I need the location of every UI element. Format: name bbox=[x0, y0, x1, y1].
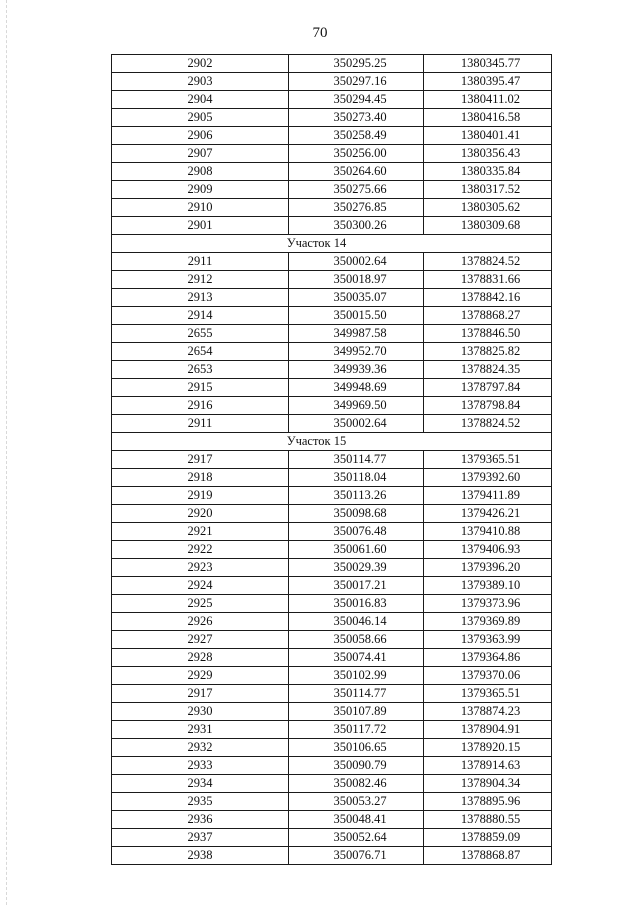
x-coordinate-cell: 350018.97 bbox=[289, 271, 424, 289]
x-coordinate-cell: 350046.14 bbox=[289, 613, 424, 631]
y-coordinate-cell: 1379410.88 bbox=[424, 523, 552, 541]
table-row bbox=[112, 379, 552, 397]
y-coordinate-cell: 1378880.55 bbox=[424, 811, 552, 829]
table-row bbox=[112, 163, 552, 181]
y-coordinate-cell: 1378914.63 bbox=[424, 757, 552, 775]
point-number-cell: 2928 bbox=[112, 649, 289, 667]
point-number-cell: 2917 bbox=[112, 451, 289, 469]
x-coordinate-cell: 350016.83 bbox=[289, 595, 424, 613]
x-coordinate-cell: 349948.69 bbox=[289, 379, 424, 397]
table-row bbox=[112, 91, 552, 109]
point-number-cell: 2901 bbox=[112, 217, 289, 235]
table-row bbox=[112, 199, 552, 217]
x-coordinate-cell: 350114.77 bbox=[289, 451, 424, 469]
table-row bbox=[112, 343, 552, 361]
point-number-cell: 2655 bbox=[112, 325, 289, 343]
point-number-cell: 2927 bbox=[112, 631, 289, 649]
x-coordinate-cell: 350002.64 bbox=[289, 415, 424, 433]
table-row bbox=[112, 217, 552, 235]
point-number-cell: 2904 bbox=[112, 91, 289, 109]
table-row bbox=[112, 469, 552, 487]
point-number-cell: 2923 bbox=[112, 559, 289, 577]
table-row bbox=[112, 775, 552, 793]
y-coordinate-cell: 1380317.52 bbox=[424, 181, 552, 199]
x-coordinate-cell: 350295.25 bbox=[289, 55, 424, 73]
y-coordinate-cell: 1380345.77 bbox=[424, 55, 552, 73]
y-coordinate-cell: 1379392.60 bbox=[424, 469, 552, 487]
table-row bbox=[112, 415, 552, 433]
table-row bbox=[112, 739, 552, 757]
y-coordinate-cell: 1379365.51 bbox=[424, 451, 552, 469]
point-number-cell: 2919 bbox=[112, 487, 289, 505]
point-number-cell: 2916 bbox=[112, 397, 289, 415]
y-coordinate-cell: 1380305.62 bbox=[424, 199, 552, 217]
point-number-cell: 2907 bbox=[112, 145, 289, 163]
x-coordinate-cell: 350098.68 bbox=[289, 505, 424, 523]
point-number-cell: 2653 bbox=[112, 361, 289, 379]
point-number-cell: 2902 bbox=[112, 55, 289, 73]
x-coordinate-cell: 350090.79 bbox=[289, 757, 424, 775]
point-number-cell: 2931 bbox=[112, 721, 289, 739]
table-row bbox=[112, 811, 552, 829]
section-title: Участок 14 bbox=[112, 235, 552, 253]
table-row bbox=[112, 667, 552, 685]
y-coordinate-cell: 1379369.89 bbox=[424, 613, 552, 631]
y-coordinate-cell: 1378874.23 bbox=[424, 703, 552, 721]
point-number-cell: 2911 bbox=[112, 253, 289, 271]
point-number-cell: 2922 bbox=[112, 541, 289, 559]
table-row bbox=[112, 451, 552, 469]
point-number-cell: 2920 bbox=[112, 505, 289, 523]
x-coordinate-cell: 350029.39 bbox=[289, 559, 424, 577]
table-row bbox=[112, 289, 552, 307]
table-row bbox=[112, 487, 552, 505]
x-coordinate-cell: 350017.21 bbox=[289, 577, 424, 595]
x-coordinate-cell: 350114.77 bbox=[289, 685, 424, 703]
y-coordinate-cell: 1378895.96 bbox=[424, 793, 552, 811]
y-coordinate-cell: 1378824.52 bbox=[424, 253, 552, 271]
y-coordinate-cell: 1378825.82 bbox=[424, 343, 552, 361]
table-row bbox=[112, 271, 552, 289]
y-coordinate-cell: 1380335.84 bbox=[424, 163, 552, 181]
x-coordinate-cell: 350102.99 bbox=[289, 667, 424, 685]
point-number-cell: 2935 bbox=[112, 793, 289, 811]
section-title: Участок 15 bbox=[112, 433, 552, 451]
point-number-cell: 2937 bbox=[112, 829, 289, 847]
table-row bbox=[112, 109, 552, 127]
y-coordinate-cell: 1378920.15 bbox=[424, 739, 552, 757]
table-row bbox=[112, 397, 552, 415]
x-coordinate-cell: 350015.50 bbox=[289, 307, 424, 325]
y-coordinate-cell: 1379411.89 bbox=[424, 487, 552, 505]
point-number-cell: 2925 bbox=[112, 595, 289, 613]
table-row bbox=[112, 703, 552, 721]
page-number: 70 bbox=[312, 25, 328, 41]
y-coordinate-cell: 1378868.87 bbox=[424, 847, 552, 865]
x-coordinate-cell: 350300.26 bbox=[289, 217, 424, 235]
y-coordinate-cell: 1380411.02 bbox=[424, 91, 552, 109]
point-number-cell: 2910 bbox=[112, 199, 289, 217]
y-coordinate-cell: 1378798.84 bbox=[424, 397, 552, 415]
table-row bbox=[112, 325, 552, 343]
point-number-cell: 2934 bbox=[112, 775, 289, 793]
table-row bbox=[112, 181, 552, 199]
point-number-cell: 2921 bbox=[112, 523, 289, 541]
point-number-cell: 2918 bbox=[112, 469, 289, 487]
y-coordinate-cell: 1379365.51 bbox=[424, 685, 552, 703]
x-coordinate-cell: 350273.40 bbox=[289, 109, 424, 127]
x-coordinate-cell: 349969.50 bbox=[289, 397, 424, 415]
table-row bbox=[112, 847, 552, 865]
x-coordinate-cell: 350076.48 bbox=[289, 523, 424, 541]
x-coordinate-cell: 350297.16 bbox=[289, 73, 424, 91]
table-row bbox=[112, 541, 552, 559]
point-number-cell: 2903 bbox=[112, 73, 289, 91]
y-coordinate-cell: 1378904.91 bbox=[424, 721, 552, 739]
x-coordinate-cell: 350294.45 bbox=[289, 91, 424, 109]
y-coordinate-cell: 1378868.27 bbox=[424, 307, 552, 325]
x-coordinate-cell: 350276.85 bbox=[289, 199, 424, 217]
point-number-cell: 2905 bbox=[112, 109, 289, 127]
x-coordinate-cell: 350061.60 bbox=[289, 541, 424, 559]
table-row bbox=[112, 307, 552, 325]
x-coordinate-cell: 349952.70 bbox=[289, 343, 424, 361]
y-coordinate-cell: 1378859.09 bbox=[424, 829, 552, 847]
x-coordinate-cell: 350258.49 bbox=[289, 127, 424, 145]
x-coordinate-cell: 350264.60 bbox=[289, 163, 424, 181]
point-number-cell: 2654 bbox=[112, 343, 289, 361]
y-coordinate-cell: 1379396.20 bbox=[424, 559, 552, 577]
point-number-cell: 2913 bbox=[112, 289, 289, 307]
x-coordinate-cell: 350002.64 bbox=[289, 253, 424, 271]
y-coordinate-cell: 1379370.06 bbox=[424, 667, 552, 685]
coordinates-table-body bbox=[112, 55, 552, 865]
table-row bbox=[112, 577, 552, 595]
x-coordinate-cell: 350053.27 bbox=[289, 793, 424, 811]
table-row bbox=[112, 793, 552, 811]
table-row bbox=[112, 649, 552, 667]
point-number-cell: 2915 bbox=[112, 379, 289, 397]
table-row bbox=[112, 685, 552, 703]
point-number-cell: 2938 bbox=[112, 847, 289, 865]
table-row bbox=[112, 73, 552, 91]
y-coordinate-cell: 1379426.21 bbox=[424, 505, 552, 523]
coordinates-table bbox=[111, 54, 552, 865]
table-row bbox=[112, 253, 552, 271]
point-number-cell: 2926 bbox=[112, 613, 289, 631]
table-row bbox=[112, 559, 552, 577]
x-coordinate-cell: 350035.07 bbox=[289, 289, 424, 307]
point-number-cell: 2914 bbox=[112, 307, 289, 325]
scan-margin-line bbox=[6, 0, 7, 905]
table-row bbox=[112, 361, 552, 379]
y-coordinate-cell: 1378824.52 bbox=[424, 415, 552, 433]
x-coordinate-cell: 350113.26 bbox=[289, 487, 424, 505]
point-number-cell: 2912 bbox=[112, 271, 289, 289]
table-row bbox=[112, 523, 552, 541]
section-header-row bbox=[112, 235, 552, 253]
x-coordinate-cell: 350106.65 bbox=[289, 739, 424, 757]
section-header-row bbox=[112, 433, 552, 451]
x-coordinate-cell: 350058.66 bbox=[289, 631, 424, 649]
y-coordinate-cell: 1379389.10 bbox=[424, 577, 552, 595]
point-number-cell: 2924 bbox=[112, 577, 289, 595]
x-coordinate-cell: 349987.58 bbox=[289, 325, 424, 343]
y-coordinate-cell: 1379406.93 bbox=[424, 541, 552, 559]
x-coordinate-cell: 350107.89 bbox=[289, 703, 424, 721]
x-coordinate-cell: 350256.00 bbox=[289, 145, 424, 163]
table-row bbox=[112, 829, 552, 847]
point-number-cell: 2936 bbox=[112, 811, 289, 829]
y-coordinate-cell: 1379363.99 bbox=[424, 631, 552, 649]
point-number-cell: 2930 bbox=[112, 703, 289, 721]
table-row bbox=[112, 127, 552, 145]
x-coordinate-cell: 350048.41 bbox=[289, 811, 424, 829]
x-coordinate-cell: 350275.66 bbox=[289, 181, 424, 199]
x-coordinate-cell: 350117.72 bbox=[289, 721, 424, 739]
x-coordinate-cell: 350074.41 bbox=[289, 649, 424, 667]
point-number-cell: 2911 bbox=[112, 415, 289, 433]
table-row bbox=[112, 505, 552, 523]
point-number-cell: 2929 bbox=[112, 667, 289, 685]
y-coordinate-cell: 1378904.34 bbox=[424, 775, 552, 793]
table-row bbox=[112, 613, 552, 631]
y-coordinate-cell: 1380356.43 bbox=[424, 145, 552, 163]
point-number-cell: 2932 bbox=[112, 739, 289, 757]
point-number-cell: 2917 bbox=[112, 685, 289, 703]
table-row bbox=[112, 631, 552, 649]
y-coordinate-cell: 1378846.50 bbox=[424, 325, 552, 343]
y-coordinate-cell: 1378842.16 bbox=[424, 289, 552, 307]
x-coordinate-cell: 350052.64 bbox=[289, 829, 424, 847]
point-number-cell: 2933 bbox=[112, 757, 289, 775]
x-coordinate-cell: 350076.71 bbox=[289, 847, 424, 865]
y-coordinate-cell: 1379373.96 bbox=[424, 595, 552, 613]
point-number-cell: 2908 bbox=[112, 163, 289, 181]
y-coordinate-cell: 1378797.84 bbox=[424, 379, 552, 397]
y-coordinate-cell: 1380309.68 bbox=[424, 217, 552, 235]
point-number-cell: 2909 bbox=[112, 181, 289, 199]
y-coordinate-cell: 1380401.41 bbox=[424, 127, 552, 145]
x-coordinate-cell: 350082.46 bbox=[289, 775, 424, 793]
y-coordinate-cell: 1380395.47 bbox=[424, 73, 552, 91]
y-coordinate-cell: 1380416.58 bbox=[424, 109, 552, 127]
table-row bbox=[112, 55, 552, 73]
y-coordinate-cell: 1378824.35 bbox=[424, 361, 552, 379]
table-row bbox=[112, 145, 552, 163]
table-row bbox=[112, 595, 552, 613]
y-coordinate-cell: 1378831.66 bbox=[424, 271, 552, 289]
table-row bbox=[112, 757, 552, 775]
x-coordinate-cell: 349939.36 bbox=[289, 361, 424, 379]
point-number-cell: 2906 bbox=[112, 127, 289, 145]
table-row bbox=[112, 721, 552, 739]
y-coordinate-cell: 1379364.86 bbox=[424, 649, 552, 667]
x-coordinate-cell: 350118.04 bbox=[289, 469, 424, 487]
